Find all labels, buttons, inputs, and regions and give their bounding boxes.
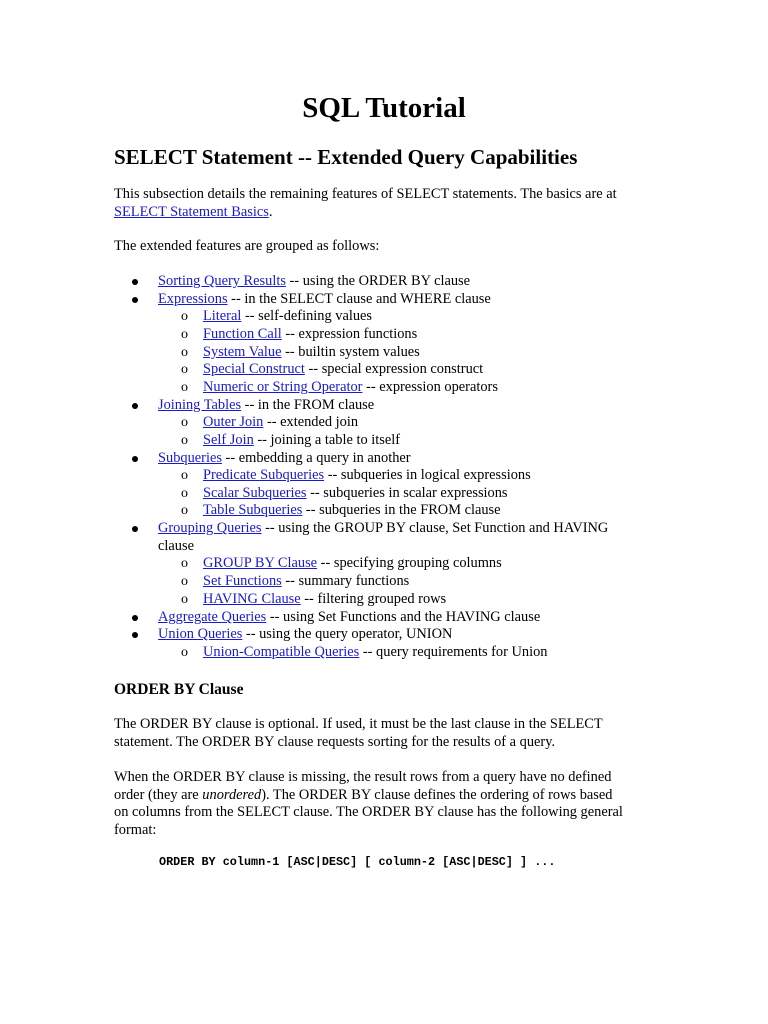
p2-line-2 (114, 787, 654, 805)
circle-bullet-icon: o (181, 486, 188, 501)
circle-bullet-icon: o (181, 503, 188, 518)
order-by-paragraph-2 (114, 769, 654, 839)
sorting-link[interactable]: Sorting Query Results (158, 273, 286, 289)
select-basics-link[interactable]: SELECT Statement Basics (114, 203, 269, 220)
system-value-link[interactable]: System Value (203, 344, 282, 360)
joining-tables-link[interactable]: Joining Tables (158, 397, 242, 413)
disc-bullet-icon (132, 632, 138, 638)
intro-line: This subsection details the remaining features of SELECT statements. The basics are at (114, 186, 617, 202)
special-construct-desc: -- special expression construct (304, 361, 484, 377)
table-subqueries-desc: -- subqueries in the FROM clause (302, 502, 501, 518)
grouped-intro: The extended features are grouped as follows: (114, 238, 380, 254)
p1-line-1: The ORDER BY clause is optional. If used, it must be the last clause in the SELECT (114, 716, 603, 732)
intro-period: . (268, 203, 273, 220)
list-item-joining (158, 397, 374, 415)
order-by-heading: ORDER BY Clause (114, 681, 244, 698)
disc-bullet-icon (132, 526, 138, 532)
system-value-desc: -- builtin system values (281, 344, 420, 360)
list-item-table-subqueries (203, 502, 501, 520)
subqueries-link[interactable]: Subqueries (158, 450, 222, 466)
union-queries-link[interactable]: Union Queries (158, 626, 243, 642)
list-item-literal (203, 308, 372, 326)
circle-bullet-icon: o (181, 556, 188, 571)
list-item-union-compatible (203, 644, 548, 662)
list-item-function-call (203, 326, 417, 344)
having-clause-link[interactable]: HAVING Clause (203, 591, 301, 607)
p2-line-2-post: ). The ORDER BY clause defines the ordering of rows based (261, 786, 613, 803)
p2-line-2-pre: order (they are (114, 786, 203, 803)
predicate-subqueries-link[interactable]: Predicate Subqueries (203, 467, 325, 483)
circle-bullet-icon: o (181, 645, 188, 660)
list-item-outer-join (203, 414, 358, 432)
self-join-link[interactable]: Self Join (203, 432, 254, 448)
group-by-desc: -- specifying grouping columns (317, 555, 502, 571)
p2-line-1: When the ORDER BY clause is missing, the result rows from a query have no defined (114, 769, 612, 785)
disc-bullet-icon (132, 615, 138, 621)
list-item-set-functions (203, 573, 409, 591)
list-item-grouping (158, 520, 608, 538)
order-by-paragraph-1 (114, 716, 654, 751)
disc-bullet-icon (132, 403, 138, 409)
p1-line-2: statement. The ORDER BY clause requests sorting for the results of a query. (114, 733, 556, 750)
function-call-link[interactable]: Function Call (203, 326, 282, 342)
list-item-sorting (158, 273, 470, 291)
disc-bullet-icon (132, 456, 138, 462)
scalar-subqueries-desc: -- subqueries in scalar expressions (306, 485, 508, 501)
outer-join-link[interactable]: Outer Join (203, 414, 264, 430)
special-construct-link[interactable]: Special Construct (203, 361, 305, 377)
list-item-system-value (203, 344, 420, 362)
intro-line-2 (114, 204, 654, 222)
circle-bullet-icon: o (181, 433, 188, 448)
sorting-desc: -- using the ORDER BY clause (285, 273, 471, 289)
page-title: SQL Tutorial (302, 92, 466, 124)
p2-line-3: on columns from the SELECT clause. The ORDER BY clause has the following general (114, 804, 623, 820)
literal-link[interactable]: Literal (203, 308, 242, 324)
circle-bullet-icon: o (181, 592, 188, 607)
set-functions-desc: -- summary functions (281, 573, 410, 589)
list-item-scalar-subqueries (203, 485, 508, 503)
scalar-subqueries-link[interactable]: Scalar Subqueries (203, 485, 307, 501)
list-item-union (158, 626, 452, 644)
section-heading: SELECT Statement -- Extended Query Capabilities (114, 145, 578, 169)
circle-bullet-icon: o (181, 380, 188, 395)
grouping-queries-link[interactable]: Grouping Queries (158, 520, 262, 536)
having-desc: -- filtering grouped rows (300, 591, 447, 607)
disc-bullet-icon (132, 279, 138, 285)
grouping-desc: -- using the GROUP BY clause, Set Function and HAVING (261, 520, 609, 536)
operator-link[interactable]: Numeric or String Operator (203, 379, 363, 395)
union-compatible-desc: -- query requirements for Union (359, 644, 548, 660)
predicate-subqueries-desc: -- subqueries in logical expressions (324, 467, 531, 483)
outer-join-desc: -- extended join (263, 414, 359, 430)
circle-bullet-icon: o (181, 468, 188, 483)
list-item-aggregate (158, 609, 540, 627)
circle-bullet-icon: o (181, 362, 188, 377)
circle-bullet-icon: o (181, 574, 188, 589)
list-item-predicate-subqueries (203, 467, 531, 485)
list-item-self-join (203, 432, 400, 450)
union-desc: -- using the query operator, UNION (242, 626, 453, 642)
list-item-having (203, 591, 446, 609)
literal-desc: -- self-defining values (241, 308, 373, 324)
list-item-special-construct (203, 361, 483, 379)
order-by-syntax: ORDER BY column-1 [ASC|DESC] [ column-2 [ASC|DESC] ] ... (159, 855, 556, 869)
list-item-group-by (203, 555, 502, 573)
aggregate-desc: -- using Set Functions and the HAVING clause (266, 609, 541, 625)
list-item-subqueries (158, 450, 411, 468)
expressions-link[interactable]: Expressions (158, 291, 228, 307)
table-subqueries-link[interactable]: Table Subqueries (203, 502, 303, 518)
circle-bullet-icon: o (181, 345, 188, 360)
unordered-emphasis: unordered (202, 786, 262, 803)
function-call-desc: -- expression functions (281, 326, 418, 342)
list-item-operator (203, 379, 498, 397)
set-functions-link[interactable]: Set Functions (203, 573, 282, 589)
grouping-desc-continued: clause (158, 538, 194, 554)
disc-bullet-icon (132, 297, 138, 303)
list-item-expressions (158, 291, 491, 309)
subqueries-desc: -- embedding a query in another (221, 450, 411, 466)
circle-bullet-icon: o (181, 309, 188, 324)
joining-desc: -- in the FROM clause (241, 397, 375, 413)
expressions-desc: -- in the SELECT clause and WHERE clause (227, 291, 491, 307)
aggregate-queries-link[interactable]: Aggregate Queries (158, 609, 267, 625)
operator-desc: -- expression operators (362, 379, 498, 395)
circle-bullet-icon: o (181, 415, 188, 430)
group-by-clause-link[interactable]: GROUP BY Clause (203, 555, 318, 571)
intro-paragraph (114, 186, 654, 221)
union-compatible-link[interactable]: Union-Compatible Queries (203, 644, 360, 660)
self-join-desc: -- joining a table to itself (253, 432, 401, 448)
circle-bullet-icon: o (181, 327, 188, 342)
p2-line-4: format: (114, 821, 157, 838)
